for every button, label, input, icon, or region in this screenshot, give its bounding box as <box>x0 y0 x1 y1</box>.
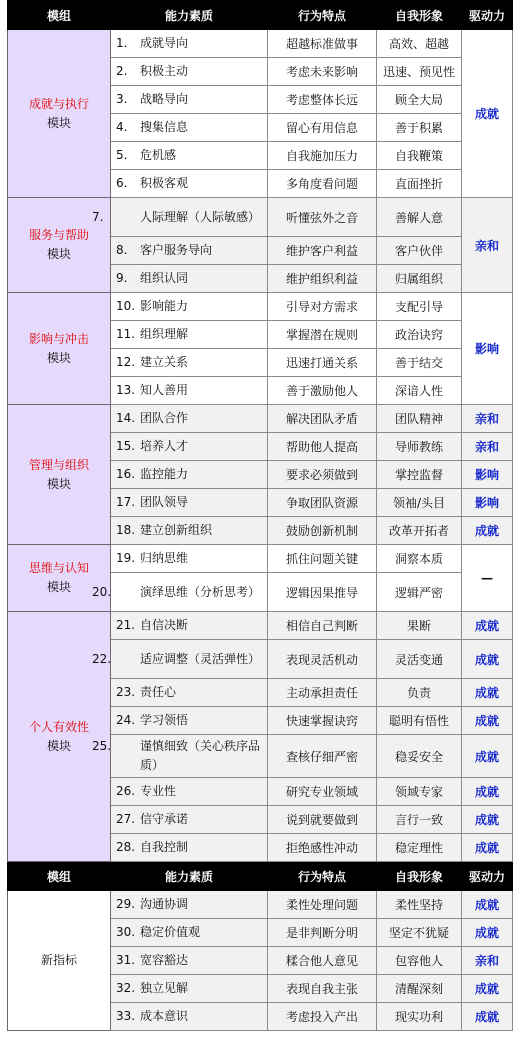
ability-text <box>92 737 264 775</box>
item-number: 11. <box>116 327 136 341</box>
ability-cell <box>111 975 268 1003</box>
self-image-cell: 掌控监督 <box>377 461 462 489</box>
item-number: 4. <box>116 120 128 134</box>
table-row <box>8 405 513 433</box>
behavior-cell: 主动承担责任 <box>268 679 377 707</box>
behavior-cell: 快速掌握诀窍 <box>268 707 377 735</box>
ability-cell <box>111 321 268 349</box>
driver-cell: 成就 <box>462 778 513 806</box>
header-ability: 能力素质 <box>111 1 268 30</box>
item-number: 22. <box>92 651 112 666</box>
self-image-cell: 领袖/头目 <box>377 489 462 517</box>
item-number: 24. <box>116 713 136 727</box>
module-suffix: 模块 <box>46 476 71 491</box>
item-number: 25. <box>92 739 112 753</box>
ability-name: 自我控制 <box>140 840 189 854</box>
ability-cell <box>111 919 268 947</box>
ability-text <box>116 148 176 162</box>
driver-cell: 成就 <box>462 707 513 735</box>
ability-cell <box>111 58 268 86</box>
ability-name: 归纳思维 <box>140 551 189 565</box>
item-number: 17. <box>116 495 136 509</box>
self-image-cell: 果断 <box>377 612 462 640</box>
behavior-cell: 研究专业领域 <box>268 778 377 806</box>
ability-text <box>92 650 264 669</box>
ability-cell <box>111 806 268 834</box>
driver-cell: 成就 <box>462 975 513 1003</box>
module-name: 新指标 <box>40 953 77 967</box>
item-number: 30. <box>116 925 136 939</box>
self-image-cell: 言行一致 <box>377 806 462 834</box>
table-row <box>8 30 513 58</box>
ability-cell <box>111 86 268 114</box>
driver-cell: 成就 <box>462 891 513 919</box>
module-name: 管理与组织 <box>28 457 89 472</box>
behavior-cell: 超越标准做事 <box>268 30 377 58</box>
self-image-cell: 迅速、预见性 <box>377 58 462 86</box>
header-behavior: 行为特点 <box>268 862 377 891</box>
self-image-cell: 稳妥安全 <box>377 735 462 778</box>
ability-cell <box>111 293 268 321</box>
ability-text <box>116 953 188 967</box>
ability-name: 专业性 <box>140 784 177 798</box>
ability-name: 组织认同 <box>140 271 189 285</box>
table-body <box>8 1 513 1031</box>
self-image-cell: 包容他人 <box>377 947 462 975</box>
driver-cell: 成就 <box>462 640 513 679</box>
self-image-cell: 灵活变通 <box>377 640 462 679</box>
driver-cell: 影响 <box>462 461 513 489</box>
behavior-cell: 善于激励他人 <box>268 377 377 405</box>
self-image-cell: 改革开拓者 <box>377 517 462 545</box>
item-number: 10. <box>116 299 136 313</box>
item-number: 27. <box>116 812 136 826</box>
behavior-cell: 迅速打通关系 <box>268 349 377 377</box>
header-self-image: 自我形象 <box>377 1 462 30</box>
self-image-cell: 现实功利 <box>377 1003 462 1031</box>
item-number: 18. <box>116 523 136 537</box>
ability-name: 成本意识 <box>140 1009 189 1023</box>
self-image-cell: 归属组织 <box>377 265 462 293</box>
ability-name: 独立见解 <box>140 981 189 995</box>
module-suffix: 模块 <box>46 580 71 594</box>
driver-cell: 影响 <box>462 293 513 405</box>
ability-cell <box>111 1003 268 1031</box>
ability-cell <box>111 778 268 806</box>
header-behavior: 行为特点 <box>268 1 377 30</box>
behavior-cell: 相信自己判断 <box>268 612 377 640</box>
behavior-cell: 留心有用信息 <box>268 114 377 142</box>
ability-name: 危机感 <box>140 148 177 162</box>
module-cell <box>8 891 111 1031</box>
ability-cell <box>92 735 268 778</box>
ability-text <box>116 523 212 537</box>
item-number: 9. <box>116 271 128 285</box>
ability-name: 战略导向 <box>140 92 189 106</box>
item-number: 13. <box>116 383 136 397</box>
ability-cell <box>111 545 268 573</box>
ability-text <box>116 812 188 826</box>
behavior-cell: 抓住问题关键 <box>268 545 377 573</box>
ability-text <box>116 685 176 699</box>
module-cell <box>8 293 111 405</box>
header-driver: 驱动力 <box>462 1 513 30</box>
item-number: 3. <box>116 92 128 106</box>
behavior-cell: 拒绝感性冲动 <box>268 834 377 862</box>
ability-name: 人际理解（人际敏感） <box>140 209 261 224</box>
driver-cell: 亲和 <box>462 947 513 975</box>
table-row <box>8 545 513 573</box>
item-number: 16. <box>116 467 136 481</box>
behavior-cell: 是非判断分明 <box>268 919 377 947</box>
behavior-cell: 说到就要做到 <box>268 806 377 834</box>
self-image-cell: 直面挫折 <box>377 170 462 198</box>
driver-cell: 成就 <box>462 735 513 778</box>
ability-name: 沟通协调 <box>140 897 189 911</box>
item-number: 15. <box>116 439 136 453</box>
self-image-cell: 自我鞭策 <box>377 142 462 170</box>
ability-text <box>92 208 264 227</box>
behavior-cell: 考虑投入产出 <box>268 1003 377 1031</box>
ability-cell <box>111 30 268 58</box>
driver-cell: 亲和 <box>462 433 513 461</box>
ability-text <box>116 271 188 285</box>
ability-cell <box>111 265 268 293</box>
ability-text <box>116 299 188 313</box>
behavior-cell: 要求必须做到 <box>268 461 377 489</box>
ability-name: 宽容豁达 <box>140 953 189 967</box>
self-image-cell: 善于积累 <box>377 114 462 142</box>
ability-cell <box>92 198 268 237</box>
module-suffix: 模块 <box>46 738 71 753</box>
behavior-cell: 查核仔细严密 <box>268 735 377 778</box>
module-name: 成就与执行 <box>28 96 89 111</box>
ability-cell <box>111 377 268 405</box>
ability-cell <box>92 573 268 612</box>
behavior-cell: 糅合他人意见 <box>268 947 377 975</box>
self-image-cell: 善于结交 <box>377 349 462 377</box>
ability-name: 建立创新组织 <box>140 523 213 537</box>
ability-cell <box>111 489 268 517</box>
ability-name: 监控能力 <box>140 467 189 481</box>
module-cell <box>8 30 111 198</box>
ability-name: 责任心 <box>140 685 177 699</box>
ability-text <box>116 439 188 453</box>
ability-name: 稳定价值观 <box>140 925 201 939</box>
ability-text <box>116 327 188 341</box>
competency-table <box>7 0 513 1031</box>
item-number: 31. <box>116 953 136 967</box>
ability-cell <box>111 947 268 975</box>
header-row <box>8 1 513 30</box>
behavior-cell: 争取团队资源 <box>268 489 377 517</box>
self-image-cell: 政治诀窍 <box>377 321 462 349</box>
ability-text <box>116 467 188 481</box>
self-image-cell: 团队精神 <box>377 405 462 433</box>
item-number: 19. <box>116 551 136 565</box>
self-image-cell: 善解人意 <box>377 198 462 237</box>
ability-name: 客户服务导向 <box>140 243 213 257</box>
ability-cell <box>111 461 268 489</box>
behavior-cell: 掌握潜在规则 <box>268 321 377 349</box>
ability-cell <box>111 517 268 545</box>
item-number: 12. <box>116 355 136 369</box>
behavior-cell: 考虑未来影响 <box>268 58 377 86</box>
self-image-cell: 客户伙伴 <box>377 237 462 265</box>
ability-name: 积极主动 <box>140 64 189 78</box>
self-image-cell: 聪明有悟性 <box>377 707 462 735</box>
self-image-cell: 负责 <box>377 679 462 707</box>
ability-name: 团队领导 <box>140 495 189 509</box>
ability-name: 信守承诺 <box>140 812 189 826</box>
header-module: 模组 <box>8 862 111 891</box>
self-image-cell: 领域专家 <box>377 778 462 806</box>
ability-text <box>92 583 264 602</box>
ability-text <box>116 383 188 397</box>
behavior-cell: 维护客户利益 <box>268 237 377 265</box>
table-row <box>8 612 513 640</box>
item-number: 14. <box>116 411 136 425</box>
ability-text <box>116 925 200 939</box>
ability-cell <box>111 433 268 461</box>
self-image-cell: 坚定不犹疑 <box>377 919 462 947</box>
item-number: 26. <box>116 784 136 798</box>
self-image-cell: 洞察本质 <box>377 545 462 573</box>
item-number: 32. <box>116 981 136 995</box>
ability-text <box>116 411 188 425</box>
table-row <box>8 198 513 237</box>
ability-name: 学习领悟 <box>140 713 189 727</box>
item-number: 1. <box>116 36 128 50</box>
behavior-cell: 逻辑因果推导 <box>268 573 377 612</box>
ability-name: 培养人才 <box>140 439 189 453</box>
ability-name: 建立关系 <box>140 355 189 369</box>
ability-name: 组织理解 <box>140 327 189 341</box>
driver-cell: 成就 <box>462 834 513 862</box>
driver-cell: 亲和 <box>462 405 513 433</box>
ability-text <box>116 64 188 78</box>
ability-name: 自信决断 <box>140 618 189 632</box>
item-number: 29. <box>116 897 136 911</box>
ability-text <box>116 713 188 727</box>
self-image-cell: 顾全大局 <box>377 86 462 114</box>
module-cell <box>8 405 111 545</box>
driver-cell: 成就 <box>462 806 513 834</box>
ability-cell <box>111 170 268 198</box>
behavior-cell: 帮助他人提高 <box>268 433 377 461</box>
driver-cell: 成就 <box>462 679 513 707</box>
driver-cell: 成就 <box>462 919 513 947</box>
driver-cell: 影响 <box>462 489 513 517</box>
behavior-cell: 鼓励创新机制 <box>268 517 377 545</box>
item-number: 21. <box>116 618 136 632</box>
ability-text <box>116 551 188 565</box>
behavior-cell: 表现自我主张 <box>268 975 377 1003</box>
behavior-cell: 多角度看问题 <box>268 170 377 198</box>
ability-name: 演绎思维（分析思考） <box>140 584 261 599</box>
self-image-cell: 清醒深刻 <box>377 975 462 1003</box>
behavior-cell: 自我施加压力 <box>268 142 377 170</box>
header-ability: 能力素质 <box>111 862 268 891</box>
ability-text <box>116 1009 188 1023</box>
ability-cell <box>111 142 268 170</box>
ability-text <box>116 120 188 134</box>
self-image-cell: 柔性坚持 <box>377 891 462 919</box>
ability-text <box>116 784 176 798</box>
driver-cell: 成就 <box>462 517 513 545</box>
module-suffix: 模块 <box>46 350 71 365</box>
self-image-cell: 高效、超越 <box>377 30 462 58</box>
driver-cell: — <box>462 545 513 612</box>
driver-cell: 成就 <box>462 1003 513 1031</box>
self-image-cell: 导师教练 <box>377 433 462 461</box>
ability-name: 适应调整（灵活弹性） <box>140 651 261 666</box>
self-image-cell: 深谙人性 <box>377 377 462 405</box>
module-name: 影响与冲击 <box>28 331 89 346</box>
module-name: 个人有效性 <box>28 719 89 734</box>
ability-cell <box>111 237 268 265</box>
header-self-image: 自我形象 <box>377 862 462 891</box>
driver-cell: 亲和 <box>462 198 513 293</box>
driver-cell: 成就 <box>462 612 513 640</box>
ability-name: 知人善用 <box>140 383 189 397</box>
behavior-cell: 考虑整体长远 <box>268 86 377 114</box>
item-number: 33. <box>116 1009 136 1023</box>
module-suffix: 模块 <box>46 115 71 130</box>
header-driver: 驱动力 <box>462 862 513 891</box>
ability-text <box>116 36 188 50</box>
item-number: 5. <box>116 148 128 162</box>
module-name: 服务与帮助 <box>28 228 89 242</box>
ability-text <box>116 618 188 632</box>
self-image-cell: 逻辑严密 <box>377 573 462 612</box>
ability-text <box>116 981 188 995</box>
ability-text <box>116 495 188 509</box>
self-image-cell: 支配引导 <box>377 293 462 321</box>
ability-text <box>116 92 188 106</box>
item-number: 28. <box>116 840 136 854</box>
driver-cell: 成就 <box>462 30 513 198</box>
item-number: 2. <box>116 64 128 78</box>
ability-text <box>116 355 188 369</box>
ability-text <box>116 840 188 854</box>
item-number: 8. <box>116 243 128 257</box>
behavior-cell: 解决团队矛盾 <box>268 405 377 433</box>
ability-text <box>116 176 188 190</box>
ability-name: 成就导向 <box>140 36 189 50</box>
item-number: 20. <box>92 584 112 599</box>
table-row <box>8 293 513 321</box>
module-suffix: 模块 <box>46 247 71 261</box>
header-module: 模组 <box>8 1 111 30</box>
ability-text <box>116 243 212 257</box>
behavior-cell: 引导对方需求 <box>268 293 377 321</box>
ability-name: 搜集信息 <box>140 120 189 134</box>
ability-cell <box>111 679 268 707</box>
ability-name: 积极客观 <box>140 176 189 190</box>
item-number: 6. <box>116 176 128 190</box>
self-image-cell: 稳定理性 <box>377 834 462 862</box>
module-name: 思维与认知 <box>28 561 89 575</box>
item-number: 7. <box>92 209 104 224</box>
behavior-cell: 听懂弦外之音 <box>268 198 377 237</box>
ability-cell <box>111 834 268 862</box>
ability-cell <box>111 612 268 640</box>
ability-cell <box>111 891 268 919</box>
ability-name: 团队合作 <box>140 411 189 425</box>
ability-cell <box>111 405 268 433</box>
ability-text <box>116 897 188 911</box>
behavior-cell: 柔性处理问题 <box>268 891 377 919</box>
header-row-repeat <box>8 862 513 891</box>
behavior-cell: 维护组织利益 <box>268 265 377 293</box>
ability-cell <box>111 114 268 142</box>
item-number: 23. <box>116 685 136 699</box>
behavior-cell: 表现灵活机动 <box>268 640 377 679</box>
table-row <box>8 891 513 919</box>
ability-cell <box>92 640 268 679</box>
ability-name: 谨慎细致（关心秩序品质） <box>140 739 261 772</box>
ability-cell <box>111 707 268 735</box>
ability-name: 影响能力 <box>140 299 189 313</box>
ability-cell <box>111 349 268 377</box>
